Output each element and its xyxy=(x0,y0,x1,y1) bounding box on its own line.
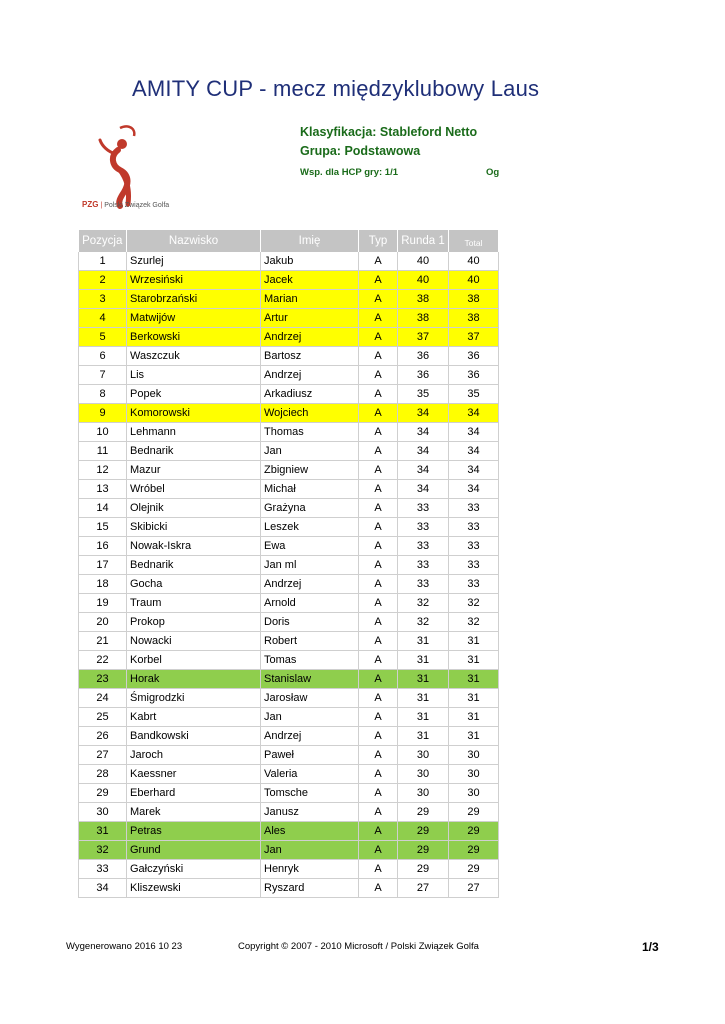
total-cell: 38 xyxy=(449,309,499,328)
total-cell: 27 xyxy=(449,879,499,898)
table-row xyxy=(79,841,499,860)
round-1-cell: 29 xyxy=(398,822,449,841)
header-round-1: Runda 1 xyxy=(398,230,449,252)
total-cell: 38 xyxy=(449,290,499,309)
round-1-cell: 33 xyxy=(398,518,449,537)
last-name-cell: Jaroch xyxy=(127,746,261,765)
total-cell: 31 xyxy=(449,632,499,651)
table-row xyxy=(79,689,499,708)
header-total: Total xyxy=(449,230,499,252)
table-row xyxy=(79,404,499,423)
last-name-cell: Bednarik xyxy=(127,556,261,575)
table-row xyxy=(79,423,499,442)
round-1-cell: 30 xyxy=(398,746,449,765)
type-cell: A xyxy=(359,727,398,746)
first-name-cell: Grażyna xyxy=(261,499,359,518)
round-1-cell: 27 xyxy=(398,879,449,898)
type-cell: A xyxy=(359,689,398,708)
round-1-cell: 29 xyxy=(398,841,449,860)
round-1-cell: 40 xyxy=(398,252,449,271)
type-cell: A xyxy=(359,746,398,765)
position-cell: 15 xyxy=(79,518,127,537)
group-label: Grupa: Podstawowa xyxy=(300,144,421,158)
first-name-cell: Marian xyxy=(261,290,359,309)
position-cell: 30 xyxy=(79,803,127,822)
total-cell: 31 xyxy=(449,670,499,689)
last-name-cell: Nowacki xyxy=(127,632,261,651)
header-first-name: Imię xyxy=(261,230,359,252)
first-name-cell: Henryk xyxy=(261,860,359,879)
first-name-cell: Artur xyxy=(261,309,359,328)
round-1-cell: 32 xyxy=(398,613,449,632)
position-cell: 22 xyxy=(79,651,127,670)
table-row xyxy=(79,651,499,670)
round-1-cell: 38 xyxy=(398,309,449,328)
position-cell: 9 xyxy=(79,404,127,423)
round-1-cell: 31 xyxy=(398,670,449,689)
first-name-cell: Janusz xyxy=(261,803,359,822)
table-row xyxy=(79,822,499,841)
last-name-cell: Nowak-Iskra xyxy=(127,537,261,556)
position-cell: 12 xyxy=(79,461,127,480)
first-name-cell: Andrzej xyxy=(261,366,359,385)
first-name-cell: Arnold xyxy=(261,594,359,613)
first-name-cell: Jan xyxy=(261,442,359,461)
type-cell: A xyxy=(359,423,398,442)
total-cell: 30 xyxy=(449,765,499,784)
total-cell: 40 xyxy=(449,252,499,271)
first-name-cell: Arkadiusz xyxy=(261,385,359,404)
table-row xyxy=(79,385,499,404)
round-1-cell: 31 xyxy=(398,708,449,727)
total-cell: 34 xyxy=(449,480,499,499)
table-row xyxy=(79,347,499,366)
last-name-cell: Traum xyxy=(127,594,261,613)
position-cell: 33 xyxy=(79,860,127,879)
table-row xyxy=(79,765,499,784)
position-cell: 6 xyxy=(79,347,127,366)
total-cell: 29 xyxy=(449,803,499,822)
round-1-cell: 34 xyxy=(398,480,449,499)
position-cell: 27 xyxy=(79,746,127,765)
table-row xyxy=(79,518,499,537)
type-cell: A xyxy=(359,860,398,879)
total-cell: 37 xyxy=(449,328,499,347)
table-row xyxy=(79,879,499,898)
last-name-cell: Eberhard xyxy=(127,784,261,803)
total-cell: 31 xyxy=(449,727,499,746)
total-cell: 36 xyxy=(449,366,499,385)
position-cell: 19 xyxy=(79,594,127,613)
type-cell: A xyxy=(359,366,398,385)
last-name-cell: Matwijów xyxy=(127,309,261,328)
total-cell: 34 xyxy=(449,404,499,423)
round-1-cell: 29 xyxy=(398,860,449,879)
first-name-cell: Doris xyxy=(261,613,359,632)
position-cell: 18 xyxy=(79,575,127,594)
total-cell: 29 xyxy=(449,860,499,879)
first-name-cell: Thomas xyxy=(261,423,359,442)
position-cell: 8 xyxy=(79,385,127,404)
round-1-cell: 34 xyxy=(398,423,449,442)
type-cell: A xyxy=(359,708,398,727)
round-1-cell: 33 xyxy=(398,537,449,556)
total-cell: 33 xyxy=(449,537,499,556)
type-cell: A xyxy=(359,556,398,575)
position-cell: 7 xyxy=(79,366,127,385)
first-name-cell: Stanislaw xyxy=(261,670,359,689)
first-name-cell: Michał xyxy=(261,480,359,499)
last-name-cell: Lis xyxy=(127,366,261,385)
table-row xyxy=(79,670,499,689)
last-name-cell: Śmigrodzki xyxy=(127,689,261,708)
first-name-cell: Jakub xyxy=(261,252,359,271)
hcp-factor-label: Wsp. dla HCP gry: 1/1 xyxy=(300,167,399,178)
first-name-cell: Jarosław xyxy=(261,689,359,708)
last-name-cell: Marek xyxy=(127,803,261,822)
copyright: Copyright © 2007 - 2010 Microsoft / Polski Związek Golfa xyxy=(238,941,479,952)
page-number: 1/3 xyxy=(642,940,659,954)
first-name-cell: Tomsche xyxy=(261,784,359,803)
last-name-cell: Petras xyxy=(127,822,261,841)
first-name-cell: Leszek xyxy=(261,518,359,537)
table-row xyxy=(79,727,499,746)
type-cell: A xyxy=(359,822,398,841)
last-name-cell: Grund xyxy=(127,841,261,860)
position-cell: 31 xyxy=(79,822,127,841)
total-cell: 30 xyxy=(449,746,499,765)
table-row xyxy=(79,328,499,347)
position-cell: 16 xyxy=(79,537,127,556)
total-cell: 36 xyxy=(449,347,499,366)
table-row xyxy=(79,575,499,594)
round-1-cell: 34 xyxy=(398,442,449,461)
total-cell: 34 xyxy=(449,461,499,480)
position-cell: 28 xyxy=(79,765,127,784)
round-1-cell: 37 xyxy=(398,328,449,347)
type-cell: A xyxy=(359,404,398,423)
table-row xyxy=(79,442,499,461)
table-row xyxy=(79,746,499,765)
type-cell: A xyxy=(359,879,398,898)
classification-label: Klasyfikacja: Stableford Netto xyxy=(300,125,478,139)
table-row xyxy=(79,632,499,651)
first-name-cell: Bartosz xyxy=(261,347,359,366)
first-name-cell: Wojciech xyxy=(261,404,359,423)
round-1-cell: 40 xyxy=(398,271,449,290)
first-name-cell: Andrzej xyxy=(261,328,359,347)
last-name-cell: Wróbel xyxy=(127,480,261,499)
table-row xyxy=(79,556,499,575)
last-name-cell: Olejnik xyxy=(127,499,261,518)
last-name-cell: Horak xyxy=(127,670,261,689)
table-row xyxy=(79,366,499,385)
round-1-cell: 33 xyxy=(398,499,449,518)
position-cell: 2 xyxy=(79,271,127,290)
round-1-cell: 34 xyxy=(398,461,449,480)
first-name-cell: Jan xyxy=(261,841,359,860)
position-cell: 21 xyxy=(79,632,127,651)
total-cell: 31 xyxy=(449,708,499,727)
pzg-logo: PZG | Polski Związek Golfa xyxy=(80,122,180,214)
table-row xyxy=(79,708,499,727)
total-cell: 34 xyxy=(449,423,499,442)
type-cell: A xyxy=(359,499,398,518)
round-1-cell: 34 xyxy=(398,404,449,423)
total-cell: 29 xyxy=(449,822,499,841)
round-1-cell: 31 xyxy=(398,651,449,670)
last-name-cell: Prokop xyxy=(127,613,261,632)
round-1-cell: 38 xyxy=(398,290,449,309)
total-cell: 30 xyxy=(449,784,499,803)
last-name-cell: Starobrzański xyxy=(127,290,261,309)
round-1-cell: 36 xyxy=(398,366,449,385)
round-1-cell: 33 xyxy=(398,575,449,594)
type-cell: A xyxy=(359,841,398,860)
last-name-cell: Kliszewski xyxy=(127,879,261,898)
round-1-cell: 31 xyxy=(398,727,449,746)
round-1-cell: 36 xyxy=(398,347,449,366)
type-cell: A xyxy=(359,537,398,556)
position-cell: 26 xyxy=(79,727,127,746)
header-position: Pozycja xyxy=(79,230,127,252)
first-name-cell: Andrzej xyxy=(261,575,359,594)
type-cell: A xyxy=(359,309,398,328)
first-name-cell: Paweł xyxy=(261,746,359,765)
position-cell: 23 xyxy=(79,670,127,689)
position-cell: 1 xyxy=(79,252,127,271)
position-cell: 29 xyxy=(79,784,127,803)
table-row xyxy=(79,271,499,290)
total-cell: 33 xyxy=(449,556,499,575)
position-cell: 20 xyxy=(79,613,127,632)
round-1-cell: 32 xyxy=(398,594,449,613)
total-cell: 31 xyxy=(449,689,499,708)
total-cell: 33 xyxy=(449,518,499,537)
last-name-cell: Berkowski xyxy=(127,328,261,347)
last-name-cell: Kaessner xyxy=(127,765,261,784)
last-name-cell: Szurlej xyxy=(127,252,261,271)
position-cell: 17 xyxy=(79,556,127,575)
table-row xyxy=(79,613,499,632)
first-name-cell: Jan xyxy=(261,708,359,727)
round-1-cell: 30 xyxy=(398,784,449,803)
type-cell: A xyxy=(359,784,398,803)
last-name-cell: Waszczuk xyxy=(127,347,261,366)
total-cell: 34 xyxy=(449,442,499,461)
type-cell: A xyxy=(359,632,398,651)
table-row xyxy=(79,461,499,480)
type-cell: A xyxy=(359,252,398,271)
last-name-cell: Popek xyxy=(127,385,261,404)
position-cell: 32 xyxy=(79,841,127,860)
table-header-row xyxy=(79,230,499,252)
table-row xyxy=(79,499,499,518)
logo-name: Polski Związek Golfa xyxy=(104,202,170,209)
total-cell: 32 xyxy=(449,594,499,613)
type-cell: A xyxy=(359,385,398,404)
round-1-cell: 31 xyxy=(398,632,449,651)
total-cell: 35 xyxy=(449,385,499,404)
position-cell: 10 xyxy=(79,423,127,442)
round-1-cell: 29 xyxy=(398,803,449,822)
type-cell: A xyxy=(359,594,398,613)
last-name-cell: Mazur xyxy=(127,461,261,480)
type-cell: A xyxy=(359,670,398,689)
type-cell: A xyxy=(359,613,398,632)
first-name-cell: Valeria xyxy=(261,765,359,784)
logo-abbr: PZG xyxy=(82,200,99,209)
total-cell: 31 xyxy=(449,651,499,670)
type-cell: A xyxy=(359,328,398,347)
total-cell: 40 xyxy=(449,271,499,290)
first-name-cell: Zbigniew xyxy=(261,461,359,480)
last-name-cell: Lehmann xyxy=(127,423,261,442)
type-cell: A xyxy=(359,765,398,784)
type-cell: A xyxy=(359,575,398,594)
last-name-cell: Komorowski xyxy=(127,404,261,423)
first-name-cell: Robert xyxy=(261,632,359,651)
round-1-cell: 35 xyxy=(398,385,449,404)
table-row xyxy=(79,309,499,328)
table-row xyxy=(79,290,499,309)
first-name-cell: Jan ml xyxy=(261,556,359,575)
position-cell: 14 xyxy=(79,499,127,518)
position-cell: 25 xyxy=(79,708,127,727)
header-type: Typ xyxy=(359,230,398,252)
table-row xyxy=(79,803,499,822)
position-cell: 4 xyxy=(79,309,127,328)
generated-date: Wygenerowano 2016 10 23 xyxy=(66,941,183,952)
round-1-cell: 33 xyxy=(398,556,449,575)
table-row xyxy=(79,480,499,499)
table-row xyxy=(79,860,499,879)
last-name-cell: Gocha xyxy=(127,575,261,594)
first-name-cell: Ales xyxy=(261,822,359,841)
type-cell: A xyxy=(359,651,398,670)
first-name-cell: Tomas xyxy=(261,651,359,670)
header-last-name: Nazwisko xyxy=(127,230,261,252)
position-cell: 5 xyxy=(79,328,127,347)
position-cell: 3 xyxy=(79,290,127,309)
type-cell: A xyxy=(359,480,398,499)
first-name-cell: Ryszard xyxy=(261,879,359,898)
total-cell: 33 xyxy=(449,575,499,594)
type-cell: A xyxy=(359,442,398,461)
type-cell: A xyxy=(359,461,398,480)
position-cell: 11 xyxy=(79,442,127,461)
round-1-cell: 31 xyxy=(398,689,449,708)
type-cell: A xyxy=(359,803,398,822)
position-cell: 13 xyxy=(79,480,127,499)
table-row xyxy=(79,537,499,556)
type-cell: A xyxy=(359,518,398,537)
total-cell: 32 xyxy=(449,613,499,632)
type-cell: A xyxy=(359,347,398,366)
last-name-cell: Kabrt xyxy=(127,708,261,727)
results-table xyxy=(78,230,499,898)
round-1-cell: 30 xyxy=(398,765,449,784)
type-cell: A xyxy=(359,290,398,309)
table-row xyxy=(79,252,499,271)
position-cell: 34 xyxy=(79,879,127,898)
last-name-cell: Skibicki xyxy=(127,518,261,537)
last-name-cell: Gałczyński xyxy=(127,860,261,879)
last-name-cell: Korbel xyxy=(127,651,261,670)
last-name-cell: Bednarik xyxy=(127,442,261,461)
truncated-label: Og xyxy=(486,167,500,178)
type-cell: A xyxy=(359,271,398,290)
page-title: AMITY CUP - mecz międzyklubowy Laus xyxy=(132,76,540,101)
table-row xyxy=(79,784,499,803)
first-name-cell: Jacek xyxy=(261,271,359,290)
total-cell: 33 xyxy=(449,499,499,518)
table-row xyxy=(79,594,499,613)
total-cell: 29 xyxy=(449,841,499,860)
last-name-cell: Wrzesiński xyxy=(127,271,261,290)
first-name-cell: Andrzej xyxy=(261,727,359,746)
first-name-cell: Ewa xyxy=(261,537,359,556)
last-name-cell: Bandkowski xyxy=(127,727,261,746)
position-cell: 24 xyxy=(79,689,127,708)
